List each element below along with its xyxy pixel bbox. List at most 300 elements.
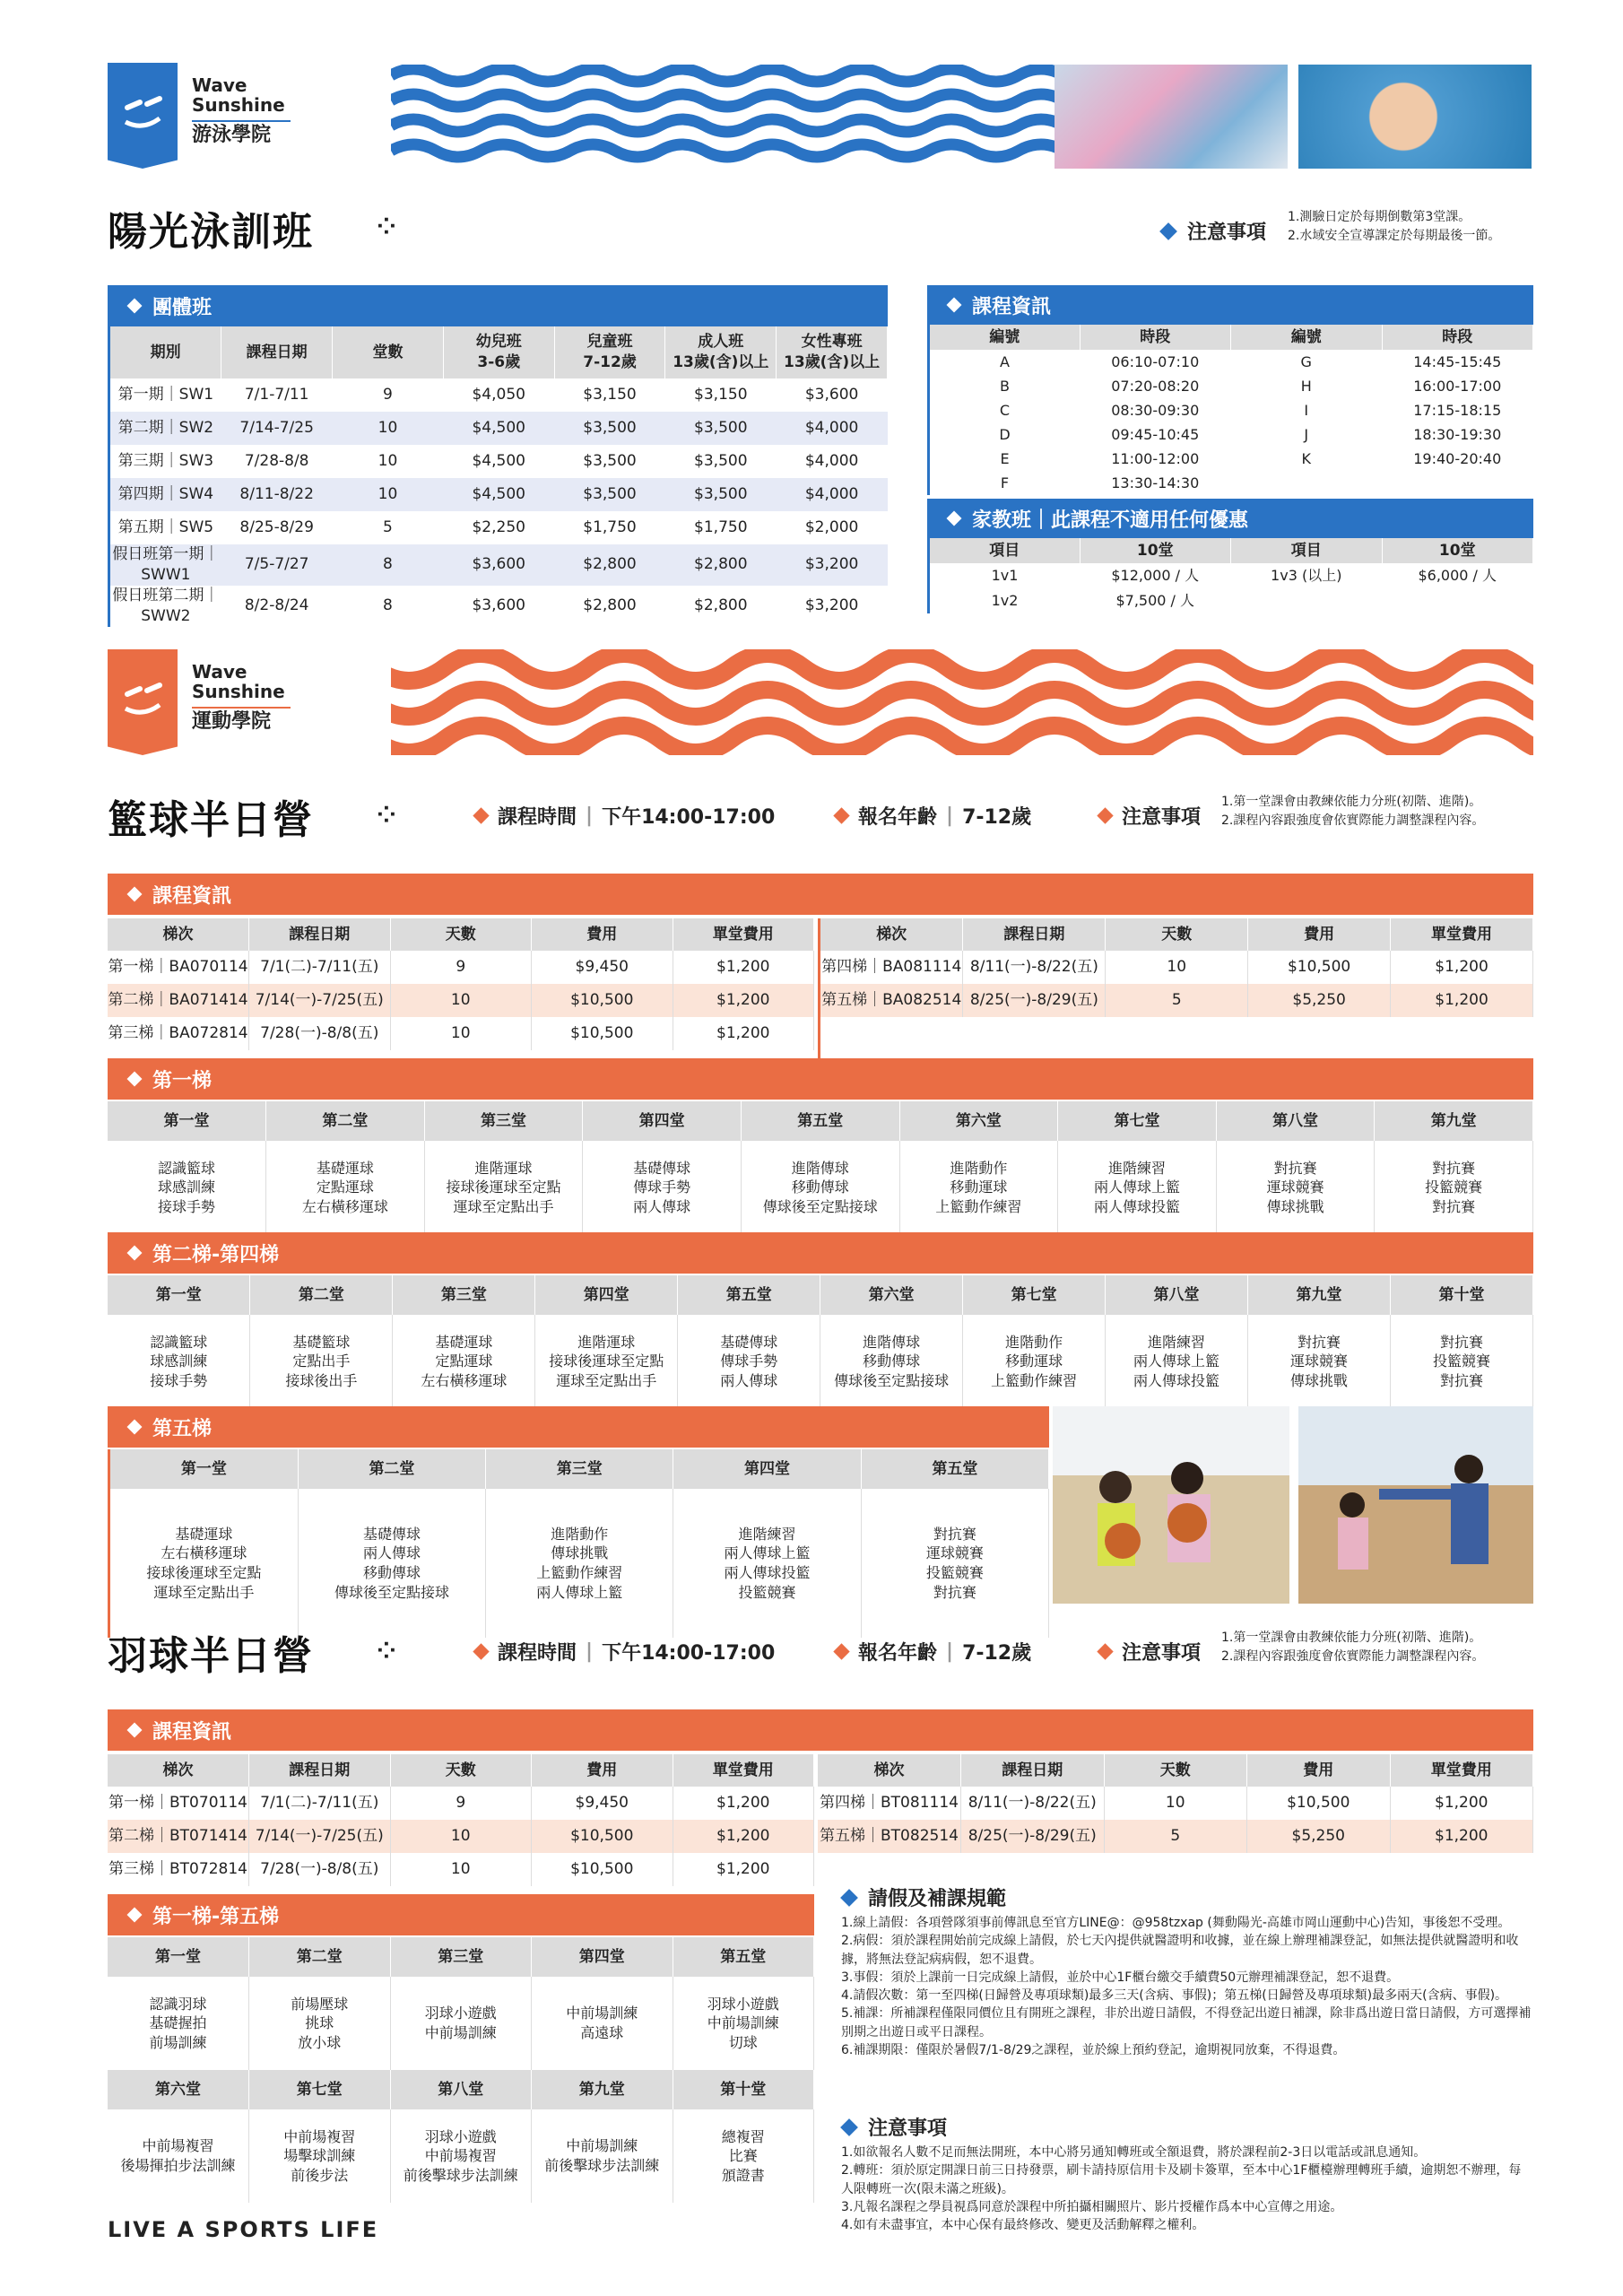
badminton-sched-heading: 第一梯-第五梯	[108, 1894, 814, 1935]
table-row	[108, 1017, 814, 1050]
table-cell: $10,500	[1248, 951, 1391, 984]
table-cell: $3,150	[694, 386, 748, 404]
table-cell: $3,500	[665, 412, 777, 445]
rules-notice-list	[841, 2144, 1533, 2234]
table-cell: 19:40-20:40	[1382, 447, 1533, 471]
table-row	[929, 374, 1533, 398]
notice-item: 1.如欲報名人數不足而無法開班，本中心將另通知轉班或全額退費，將於課程前2-3日以電話或訊息通知。	[841, 2145, 1427, 2160]
table-cell: $4,000	[777, 412, 888, 445]
lesson-header-cell: 第一堂	[108, 1275, 250, 1315]
table-cell: $2,800	[694, 596, 748, 615]
table-cell: I	[1231, 398, 1383, 422]
header-cell: 費用	[532, 918, 673, 951]
table-cell: 5	[383, 518, 393, 537]
header-cell: 單堂費用	[673, 1754, 814, 1787]
badminton-info-heading: 課程資訊	[108, 1709, 1533, 1751]
table-row	[929, 588, 1533, 613]
table-cell: 7/1(二)-7/11(五)	[249, 951, 391, 984]
group-class-table	[108, 326, 888, 627]
header-cell: 課程日期	[963, 918, 1106, 951]
table-row	[929, 350, 1533, 374]
table-cell: $3,600	[443, 544, 554, 586]
lesson-cell: 進階練習 兩人傳球上籃 兩人傳球投籃	[1106, 1315, 1248, 1408]
table-cell: 8/11-8/22	[221, 478, 333, 511]
table-cell: 7/14-7/25	[221, 412, 333, 445]
sport-school-name: 運動學院	[192, 710, 272, 733]
table-cell: 7/14(一)-7/25(五)	[249, 984, 391, 1017]
swim-photo-kids	[1055, 65, 1288, 169]
table-cell: $3,150	[583, 386, 637, 404]
rules-notice-heading: 注意事項	[843, 2113, 947, 2141]
table-cell: 8	[383, 596, 393, 615]
table-row	[929, 398, 1533, 422]
basketball-t2-heading: 第二梯-第四梯	[108, 1232, 1533, 1274]
table-cell: 10	[333, 412, 444, 445]
basketball-notice: 1.第一堂課會由教練依能力分班(初階、進階)。 2.課程內容跟強度會依實際能力調整課程內容。	[1221, 795, 1485, 828]
table-cell: 7/1(二)-7/11(五)	[249, 1787, 391, 1820]
table-cell	[1231, 588, 1383, 613]
badminton-info-left	[108, 1754, 814, 1886]
rule-item: 1.線上請假：各項營隊須事前傳訊息至官方LINE@：@958tzxap (舞動陽光-高雄市岡山運動中心)告知，事後恕不受理。	[841, 1916, 1511, 1930]
basketball-photo-1	[1053, 1406, 1289, 1604]
header-cell: 單堂費用	[673, 918, 814, 951]
lesson-cell: 羽球小遊戲 中前場訓練 切球	[673, 1977, 814, 2070]
header-cell: 單堂費用	[1391, 918, 1533, 951]
table-cell: $3,500	[694, 452, 748, 471]
table-cell: 8/25(一)-8/29(五)	[963, 984, 1106, 1017]
lesson-cell: 進階練習 兩人傳球上籃 兩人傳球投籃 投籃競賽	[673, 1489, 861, 1638]
table-cell: $2,800	[583, 596, 637, 615]
table-cell: $1,200	[1391, 984, 1533, 1017]
table-cell: $3,200	[804, 596, 859, 615]
table-cell: $1,200	[1391, 951, 1533, 984]
table-cell: $6,000 / 人	[1382, 563, 1533, 588]
private-class-table	[927, 538, 1533, 613]
header-cell: 課程日期	[249, 918, 391, 951]
lesson-header-cell: 第五堂	[678, 1275, 820, 1315]
header-cell: 時段	[1080, 325, 1231, 350]
basketball-t2-table	[108, 1275, 1533, 1408]
table-cell: 5	[1104, 1820, 1247, 1853]
table-cell: 第一期｜SW1	[117, 386, 214, 404]
lesson-header-cell: 第二堂	[250, 1275, 393, 1315]
table-cell: 10	[378, 452, 398, 471]
table-cell: $4,500	[472, 452, 525, 471]
table-cell: $3,600	[804, 386, 859, 404]
header-cell: 編號	[929, 325, 1081, 350]
rules-heading: 請假及補課規範	[843, 1883, 1006, 1911]
lesson-cell: 對抗賽 運球競賽 傳球挑戰	[1248, 1315, 1391, 1408]
table-cell: 10	[1104, 1787, 1247, 1820]
table-cell: $3,500	[554, 478, 665, 511]
lesson-cell: 中前場訓練 前後擊球步法訓練	[532, 2109, 673, 2203]
table-cell: 06:10-07:10	[1080, 350, 1231, 374]
table-cell: 9	[390, 951, 532, 984]
table-cell: $4,050	[472, 386, 525, 404]
table-cell: $7,500 / 人	[1080, 588, 1231, 613]
lesson-cell: 對抗賽 運球競賽 投籃競賽 對抗賽	[861, 1489, 1048, 1638]
group-header-cell: 期別	[110, 326, 221, 378]
swim-course-info-table	[927, 325, 1533, 495]
table-cell: 8/25-8/29	[239, 518, 314, 537]
header-cell: 天數	[390, 918, 532, 951]
swim-wave-banner	[391, 65, 1055, 169]
lesson-cell: 羽球小遊戲 中前場訓練	[390, 1977, 532, 2070]
table-cell: $3,200	[777, 544, 888, 586]
table-cell: $5,250	[1248, 984, 1391, 1017]
table-cell: G	[1231, 350, 1383, 374]
lesson-header-cell: 第八堂	[1106, 1275, 1248, 1315]
table-cell: 假日班第一期｜SWW1	[110, 544, 221, 586]
lesson-header-cell: 第八堂	[390, 2070, 532, 2109]
sport-wave-banner	[391, 649, 1533, 755]
table-cell: 8/11(一)-8/22(五)	[961, 1787, 1105, 1820]
table-cell: E	[929, 447, 1081, 471]
table-row	[929, 563, 1533, 588]
table-row	[108, 984, 814, 1017]
lesson-header-cell: 第十堂	[1390, 1275, 1532, 1315]
group-header-cell: 幼兒班 3-6歲	[443, 326, 554, 378]
table-cell: $1,200	[673, 1820, 814, 1853]
table-cell: C	[929, 398, 1081, 422]
table-cell: 8	[333, 544, 444, 586]
notice-item: 2.轉班：須於原定開課日前三日持發票，刷卡請持原信用卡及刷卡簽單，至本中心1F櫃檯辦理轉班手續，逾期恕不辦理，每人限轉班一次(限未滿之班級)。	[841, 2163, 1522, 2196]
lesson-cell: 中前場訓練 高遠球	[532, 1977, 673, 2070]
table-cell: 7/28-8/8	[244, 452, 309, 471]
table-cell: $3,500	[665, 478, 777, 511]
lesson-header-cell: 第七堂	[963, 1275, 1106, 1315]
table-row	[110, 511, 888, 544]
lesson-cell: 對抗賽 投籃競賽 對抗賽	[1390, 1315, 1532, 1408]
table-row	[820, 984, 1533, 1017]
basketball-t1-table	[108, 1101, 1533, 1234]
table-cell: 第三梯｜BA072814	[108, 1017, 249, 1050]
basketball-t1-heading: 第一梯	[108, 1058, 1533, 1100]
lesson-header-cell: 第二堂	[266, 1101, 425, 1141]
table-cell: K	[1231, 447, 1383, 471]
table-cell: 第一梯｜BT070114	[108, 1787, 249, 1820]
table-cell: $2,800	[665, 544, 777, 586]
table-cell: $1,750	[694, 518, 748, 537]
table-cell: $1,200	[1390, 1820, 1533, 1853]
table-row	[820, 951, 1533, 984]
table-cell: J	[1231, 422, 1383, 447]
lesson-header-cell: 第五堂	[673, 1937, 814, 1977]
table-row	[110, 445, 888, 478]
table-row	[110, 478, 888, 511]
table-cell: 9	[383, 386, 393, 404]
table-cell: $4,000	[777, 478, 888, 511]
lesson-cell: 進階傳球 移動傳球 傳球後至定點接球	[741, 1141, 899, 1234]
table-cell: $2,800	[554, 544, 665, 586]
table-cell: 7/5-7/27	[221, 544, 333, 586]
rules-list	[841, 1914, 1533, 2059]
lesson-cell: 基礎傳球 傳球手勢 兩人傳球	[678, 1315, 820, 1408]
header-cell: 費用	[1247, 1754, 1391, 1787]
table-cell: $4,500	[443, 412, 554, 445]
table-row	[108, 1820, 814, 1853]
table-cell: 09:45-10:45	[1080, 422, 1231, 447]
lesson-header-cell: 第五堂	[861, 1449, 1048, 1489]
rule-item: 2.病假：須於課程開始前完成線上請假，於七天內提供就醫證明和收據，並在線上辦理補課登記，如無法提供就醫證明和收據，將無法登記病病假，恕不退費。	[841, 1934, 1519, 1967]
lesson-header-cell: 第六堂	[899, 1101, 1058, 1141]
lesson-cell: 進階動作 移動運球 上籃動作練習	[963, 1315, 1106, 1408]
table-cell: F	[929, 471, 1081, 495]
group-header-cell: 成人班 13歲(含)以上	[665, 326, 777, 378]
brand-line1: Wave	[192, 74, 247, 96]
lesson-cell: 基礎運球 定點運球 左右橫移運球	[393, 1315, 535, 1408]
table-cell: $9,450	[532, 1787, 673, 1820]
table-cell: 10	[1106, 951, 1248, 984]
badminton-sched-table	[108, 1937, 814, 2203]
header-cell: 梯次	[108, 1754, 249, 1787]
lesson-header-cell: 第六堂	[108, 2070, 249, 2109]
lesson-cell: 前場壓球 挑球 放小球	[249, 1977, 391, 2070]
brand-line1: Wave	[192, 661, 247, 683]
lesson-cell: 中前場複習 後場揮拍步法訓練	[108, 2109, 249, 2203]
lesson-header-cell: 第七堂	[249, 2070, 391, 2109]
slogan: LIVE A SPORTS LIFE	[108, 2217, 379, 2242]
table-cell: 第二梯｜BT071414	[108, 1820, 249, 1853]
table-row	[108, 951, 814, 984]
table-cell: 第四梯｜BT081114	[818, 1787, 961, 1820]
lesson-cell: 進階傳球 移動傳球 傳球後至定點接球	[820, 1315, 963, 1408]
badminton-info-right	[818, 1754, 1533, 1853]
basketball-photo-2	[1298, 1406, 1533, 1604]
lesson-header-cell: 第四堂	[673, 1449, 861, 1489]
header-cell: 時段	[1382, 325, 1533, 350]
lesson-header-cell: 第三堂	[424, 1101, 583, 1141]
lesson-cell: 對抗賽 運球競賽 傳球挑戰	[1216, 1141, 1375, 1234]
lesson-cell: 對抗賽 投籃競賽 對抗賽	[1375, 1141, 1533, 1234]
table-cell: 10	[390, 984, 532, 1017]
table-cell: $1,200	[673, 984, 814, 1017]
lesson-header-cell: 第四堂	[535, 1275, 678, 1315]
table-cell: 10	[390, 1853, 532, 1886]
table-cell: 8/11(一)-8/22(五)	[963, 951, 1106, 984]
lesson-cell: 基礎傳球 兩人傳球 移動傳球 傳球後至定點接球	[298, 1489, 485, 1638]
lesson-header-cell: 第九堂	[1248, 1275, 1391, 1315]
swim-notice: 1.測驗日定於每期倒數第3堂課。 2.水域安全宣導課定於每期最後一節。	[1288, 210, 1501, 243]
table-cell: 10	[390, 1017, 532, 1050]
table-row	[108, 1787, 814, 1820]
lesson-cell: 認識籃球 球感訓練 接球手勢	[108, 1315, 250, 1408]
basketball-time: 課程時間 | 下午14:00-17:00	[475, 802, 775, 830]
table-cell: 11:00-12:00	[1080, 447, 1231, 471]
table-cell: 假日班第二期｜SWW2	[112, 586, 220, 625]
basketball-t5-table	[108, 1449, 1049, 1638]
table-cell: $1,750	[583, 518, 637, 537]
lesson-header-cell: 第一堂	[108, 1101, 266, 1141]
brand-line2: Sunshine	[192, 94, 285, 116]
table-cell: H	[1231, 374, 1383, 398]
notice-item: 4.如有未盡事宜，本中心保有最終修改、變更及活動解釋之權利。	[841, 2218, 1205, 2233]
table-row	[929, 471, 1533, 495]
swim-logo	[108, 63, 178, 169]
header-cell: 課程日期	[961, 1754, 1105, 1787]
table-cell: 1v2	[929, 588, 1081, 613]
table-cell: 7/28(一)-8/8(五)	[249, 1017, 391, 1050]
lesson-cell: 基礎運球 定點運球 左右橫移運球	[266, 1141, 425, 1234]
basketball-info-left	[108, 918, 814, 1050]
table-cell: 第四期｜SW4	[110, 478, 221, 511]
notice-item: 3.凡報名課程之學員視爲同意於課程中所拍攝相關照片、影片授權作爲本中心宣傳之用途。	[841, 2199, 1343, 2214]
lesson-cell: 進階運球 接球後運球至定點 運球至定點出手	[535, 1315, 678, 1408]
table-cell: $5,250	[1247, 1820, 1391, 1853]
table-row	[110, 412, 888, 445]
table-cell: 第三期｜SW3	[117, 452, 214, 471]
table-cell: 8/25(一)-8/29(五)	[961, 1820, 1105, 1853]
table-cell: $1,200	[673, 1017, 814, 1050]
table-cell: 5	[1106, 984, 1248, 1017]
swim-course-info-heading: 課程資訊	[927, 285, 1533, 325]
table-cell: $2,250	[472, 518, 525, 537]
table-row	[818, 1820, 1533, 1853]
table-cell: 08:30-09:30	[1080, 398, 1231, 422]
basketball-age: 報名年齡 | 7-12歲	[836, 802, 1031, 830]
header-cell: 課程日期	[249, 1754, 391, 1787]
lesson-header-cell: 第六堂	[820, 1275, 963, 1315]
table-cell: 9	[390, 1787, 532, 1820]
table-cell: $1,200	[673, 951, 814, 984]
header-cell: 編號	[1231, 325, 1383, 350]
lesson-cell: 基礎傳球 傳球手勢 兩人傳球	[583, 1141, 742, 1234]
table-cell: $1,200	[673, 1787, 814, 1820]
table-row	[110, 378, 888, 412]
rule-item: 6.補課期限：僅限於暑假7/1-8/29之課程，並於線上預約登記，逾期視同放棄，不得退費。	[841, 2043, 1346, 2058]
basketball-info-heading: 課程資訊	[108, 874, 1533, 915]
table-cell	[1382, 588, 1533, 613]
sport-logo	[108, 649, 178, 755]
rule-item: 4.請假次數：第一至四梯(日歸營及專項球類)最多三天(含病、事假)；第五梯(日歸營及專項球類)最多兩天(含病、事假)。	[841, 1988, 1508, 2004]
table-cell: 7/1-7/11	[244, 386, 309, 404]
table-cell: $10,500	[532, 1820, 673, 1853]
table-cell: $3,600	[472, 596, 525, 615]
lesson-header-cell: 第二堂	[249, 1937, 391, 1977]
title-deco-icon: ⁘	[377, 802, 396, 829]
lesson-header-cell: 第八堂	[1216, 1101, 1375, 1141]
header-cell: 10堂	[1080, 538, 1231, 563]
table-cell	[1382, 471, 1533, 495]
table-row	[110, 544, 888, 586]
header-cell: 費用	[532, 1754, 673, 1787]
header-cell: 單堂費用	[1390, 1754, 1533, 1787]
table-cell: 1v3 (以上)	[1231, 563, 1383, 588]
table-cell: 第一梯｜BA070114	[108, 951, 249, 984]
table-cell: $10,500	[532, 1853, 673, 1886]
table-cell: 10	[333, 478, 444, 511]
private-class-heading: 家教班｜此課程不適用任何優惠	[927, 499, 1533, 538]
table-cell: 14:45-15:45	[1382, 350, 1533, 374]
swim-title: 陽光泳訓班	[108, 209, 314, 255]
rule-item: 5.補課：所補課程僅限同價位且有開班之課程，非於出遊日請假，不得登記出遊日補課，除非爲出遊日當日請假，方可選擇補別期之出遊日或平日課程。	[841, 2006, 1532, 2039]
lesson-cell: 基礎運球 左右橫移運球 接球後運球至定點 運球至定點出手	[110, 1489, 298, 1638]
table-cell: 1v1	[929, 563, 1081, 588]
table-row	[929, 447, 1533, 471]
basketball-info-right	[818, 918, 1533, 1058]
table-cell: 第五期｜SW5	[117, 518, 214, 537]
header-cell: 天數	[390, 1754, 532, 1787]
table-cell: $1,200	[673, 1853, 814, 1886]
lesson-cell: 基礎籃球 定點出手 接球後出手	[250, 1315, 393, 1408]
group-header-cell: 兒童班 7-12歲	[554, 326, 665, 378]
swim-photo-boy	[1298, 65, 1532, 169]
group-header-cell: 女性專班 13歲(含)以上	[777, 326, 888, 378]
badminton-title: 羽球半日營	[108, 1633, 314, 1679]
header-cell: 天數	[1104, 1754, 1247, 1787]
table-cell: $12,000 / 人	[1080, 563, 1231, 588]
group-header-cell: 堂數	[333, 326, 444, 378]
header-cell: 項目	[1231, 538, 1383, 563]
brand-line2: Sunshine	[192, 681, 285, 702]
lesson-header-cell: 第三堂	[486, 1449, 673, 1489]
table-cell: 第二梯｜BA071414	[108, 984, 249, 1017]
table-cell: 17:15-18:15	[1382, 398, 1533, 422]
lesson-header-cell: 第三堂	[393, 1275, 535, 1315]
table-cell: $9,450	[532, 951, 673, 984]
table-row	[108, 1853, 814, 1886]
lesson-header-cell: 第一堂	[110, 1449, 298, 1489]
swim-school-name: 游泳學院	[192, 124, 272, 146]
lesson-cell: 進階動作 移動運球 上籃動作練習	[899, 1141, 1058, 1234]
header-cell: 費用	[1248, 918, 1391, 951]
lesson-cell: 認識籃球 球感訓練 接球手勢	[108, 1141, 266, 1234]
table-cell: 第五梯｜BA082514	[820, 984, 963, 1017]
table-cell: D	[929, 422, 1081, 447]
badminton-notice-label: 注意事項	[1099, 1638, 1201, 1665]
lesson-header-cell: 第七堂	[1058, 1101, 1217, 1141]
title-deco-icon: ⁘	[377, 1638, 396, 1665]
header-cell: 梯次	[818, 1754, 961, 1787]
table-cell: 13:30-14:30	[1080, 471, 1231, 495]
group-class-heading: 團體班	[108, 285, 888, 326]
table-cell: $4,000	[804, 452, 859, 471]
title-deco-icon: ⁘	[377, 213, 396, 240]
header-cell: 梯次	[108, 918, 249, 951]
lesson-header-cell: 第五堂	[741, 1101, 899, 1141]
basketball-notice-label: 注意事項	[1099, 802, 1201, 830]
swim-brand	[192, 75, 291, 145]
lesson-header-cell: 第二堂	[298, 1449, 485, 1489]
sport-brand	[192, 662, 291, 732]
lesson-cell: 中前場複習 場擊球訓練 前後步法	[249, 2109, 391, 2203]
lesson-header-cell: 第九堂	[1375, 1101, 1533, 1141]
basketball-title: 籃球半日營	[108, 797, 314, 843]
lesson-cell: 總複習 比賽 頒證書	[673, 2109, 814, 2203]
table-cell: 第二期｜SW2	[110, 412, 221, 445]
table-cell: A	[929, 350, 1081, 374]
lesson-cell: 進階運球 接球後運球至定點 運球至定點出手	[424, 1141, 583, 1234]
table-row	[818, 1787, 1533, 1820]
table-cell: 16:00-17:00	[1382, 374, 1533, 398]
table-cell: $4,500	[443, 478, 554, 511]
table-cell: $10,500	[532, 984, 673, 1017]
table-cell: 第三梯｜BT072814	[108, 1853, 249, 1886]
table-cell: $1,200	[1390, 1787, 1533, 1820]
table-cell	[1231, 471, 1383, 495]
badminton-time: 課程時間 | 下午14:00-17:00	[475, 1638, 775, 1665]
group-header-cell: 課程日期	[221, 326, 333, 378]
table-cell: 7/28(一)-8/8(五)	[249, 1853, 391, 1886]
lesson-cell: 羽球小遊戲 中前場複習 前後擊球步法訓練	[390, 2109, 532, 2203]
table-row	[110, 586, 888, 627]
lesson-cell: 進階動作 傳球挑戰 上籃動作練習 兩人傳球上籃	[486, 1489, 673, 1638]
header-cell: 天數	[1106, 918, 1248, 951]
table-cell: 18:30-19:30	[1382, 422, 1533, 447]
table-cell: $3,500	[583, 452, 637, 471]
lesson-header-cell: 第三堂	[390, 1937, 532, 1977]
lesson-cell: 進階練習 兩人傳球上籃 兩人傳球投籃	[1058, 1141, 1217, 1234]
